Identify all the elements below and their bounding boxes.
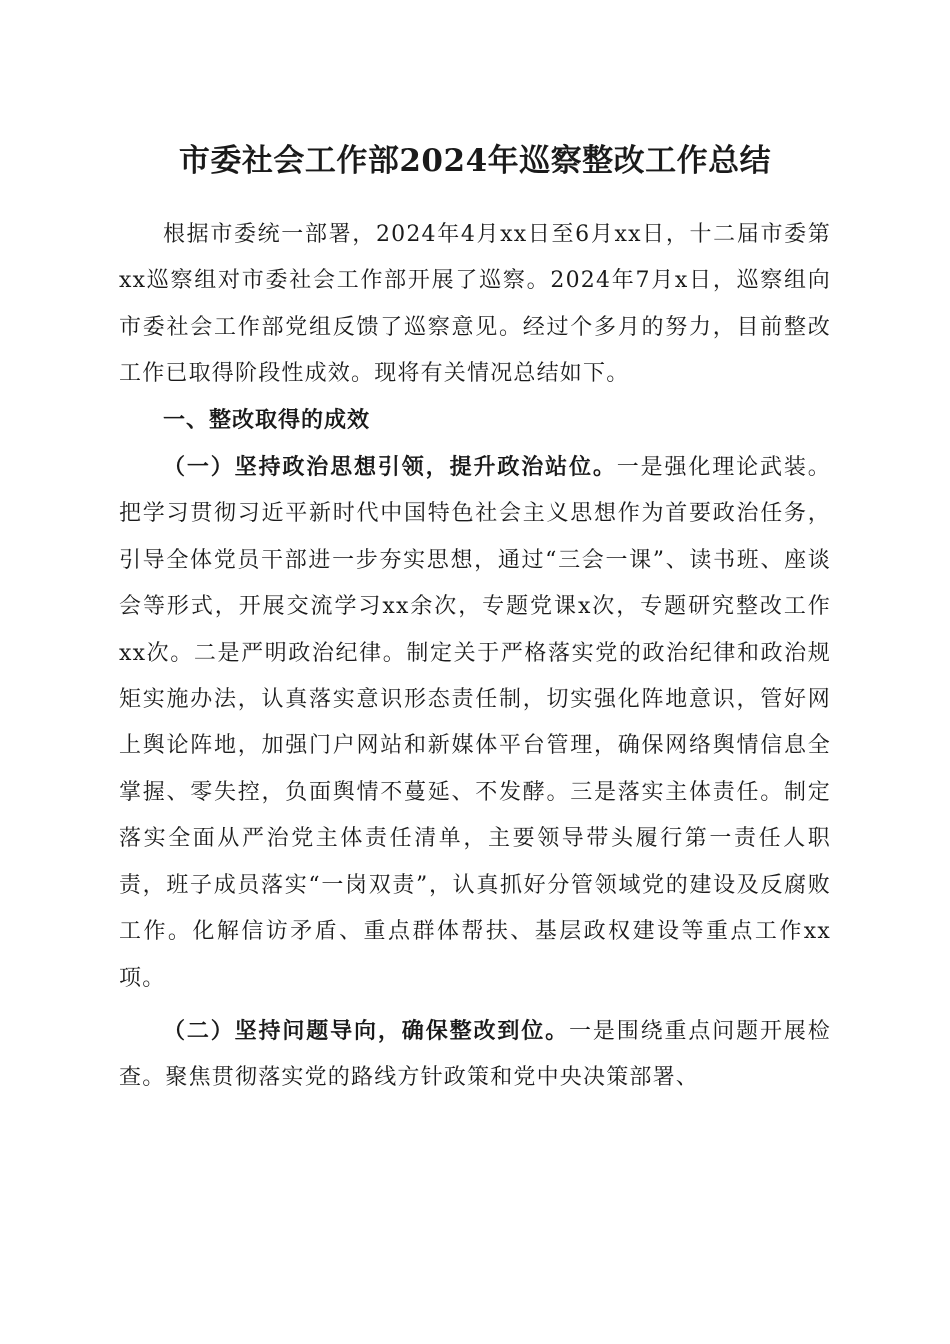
item-2-lead: （二）坚持问题导向，确保整改到位。 bbox=[163, 1017, 569, 1044]
section-heading: 一、整改取得的成效 bbox=[163, 407, 371, 433]
document-page bbox=[119, 130, 831, 1102]
item-2-body: 一是围绕重点问题开展检查。聚焦贯彻落实党的路线方针政策和党中央决策部署、 bbox=[119, 1018, 831, 1091]
paragraph-item-2 bbox=[119, 1008, 831, 1102]
item-1-lead: （一）坚持政治思想引领，提升政治站位。 bbox=[163, 454, 617, 481]
paragraph-item-1 bbox=[119, 444, 831, 1002]
item-1-body: 一是强化理论武装。把学习贯彻习近平新时代中国特色社会主义思想作为首要政治任务，引导全体党员干部进一步夯实思想，通过“三会一课”、读书班、座谈会等形式，开展交流学习xx余次，专题党课x次，专题研究整改工作xx次。二是严明政治纪律。制定关于严格落实党的政治纪律和政治规矩实施办法，认真落实意识形态责任制，切实强化阵地意识，管好网上舆论阵地，加强门户网站和新媒体平台管理，确保网络舆情信息全掌握、零失控，负面舆情不蔓延、不发酵。三是落实主体责任。制定落实全面从严治党主体责任清单，主要领导带头履行第一责任人职责，班子成员落实“一岗双责”，认真抓好分管领域党的建设及反腐败工作。化解信访矛盾、重点群体帮扶、基层政权建设等重点工作xx项。 bbox=[119, 455, 831, 991]
intro-paragraph: 根据市委统一部署，2024年4月xx日至6月xx日，十二届市委第xx巡察组对市委社会工作部开展了巡察。2024年7月x日，巡察组向市委社会工作部党组反馈了巡察意见。经过个多月的努力，目前整改工作已取得阶段性成效。现将有关情况总结如下。 bbox=[119, 222, 831, 387]
document-title: 市委社会工作部2024年巡察整改工作总结 bbox=[178, 143, 772, 179]
